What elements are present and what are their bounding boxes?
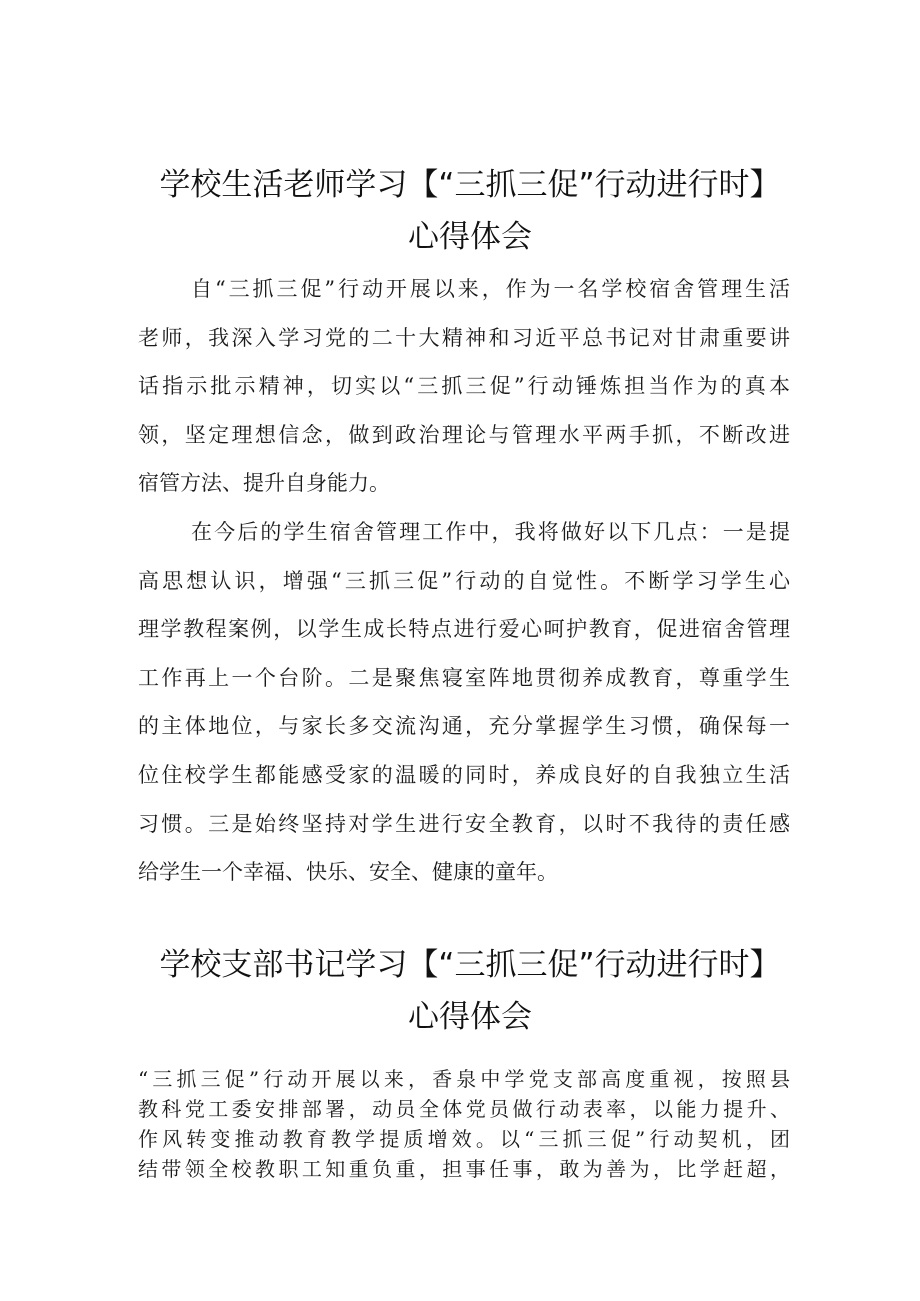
paragraph-line: 给学生一个幸福、快乐、安全、健康的童年。 — [138, 860, 558, 885]
paragraph-line: 习惯。三是始终坚持对学生进行安全教育，以时不我待的责任感 — [138, 811, 790, 836]
paragraph-line: “三抓三促”行动开展以来，香泉中学党支部高度重视，按照县 — [138, 1067, 790, 1091]
section-1-paragraph-2 — [138, 508, 790, 897]
paragraph-line: 理学教程案例，以学生成长特点进行爱心呵护教育，促进宿舍管理 — [138, 617, 790, 642]
paragraph-line: 话指示批示精神，切实以“三抓三促”行动锤炼担当作为的真本 — [138, 374, 790, 399]
paragraph-line: 自“三抓三促”行动开展以来，作为一名学校宿舍管理生活 — [191, 277, 790, 301]
paragraph-line: 工作再上一个台阶。二是聚焦寝室阵地贯彻养成教育，尊重学生 — [138, 665, 790, 690]
paragraph-line: 的主体地位，与家长多交流沟通，充分掌握学生习惯，确保每一 — [138, 714, 790, 739]
section-1-title-line-2: 心得体会 — [408, 218, 532, 255]
section-2-title — [130, 939, 810, 1043]
section-1-title — [130, 159, 810, 263]
paragraph-line: 作风转变推动教育教学提质增效。以“三抓三促”行动契机，团 — [138, 1127, 790, 1151]
paragraph-line: 结带领全校教职工知重负重，担事任事，敢为善为，比学赶超， — [138, 1157, 790, 1181]
section-1-paragraph-1 — [138, 265, 790, 508]
paragraph-line: 高思想认识，增强“三抓三促”行动的自觉性。不断学习学生心 — [138, 568, 790, 593]
section-1-title-line-1: 学校生活老师学习【“三抓三促”行动进行时】 — [159, 166, 781, 203]
paragraph-line: 老师，我深入学习党的二十大精神和习近平总书记对甘肃重要讲 — [138, 325, 790, 350]
paragraph-line: 在今后的学生宿舍管理工作中，我将做好以下几点：一是提 — [191, 520, 790, 544]
section-2-title-line-1: 学校支部书记学习【“三抓三促”行动进行时】 — [159, 946, 781, 983]
paragraph-line: 领，坚定理想信念，做到政治理论与管理水平两手抓，不断改进 — [138, 422, 790, 447]
paragraph-line: 教科党工委安排部署，动员全体党员做行动表率，以能力提升、 — [138, 1097, 790, 1121]
section-2-title-line-2: 心得体会 — [408, 998, 532, 1035]
paragraph-line: 位住校学生都能感受家的温暖的同时，养成良好的自我独立生活 — [138, 762, 790, 787]
paragraph-line: 宿管方法、提升自身能力。 — [138, 471, 390, 496]
section-2-paragraph-1 — [138, 1064, 790, 1184]
